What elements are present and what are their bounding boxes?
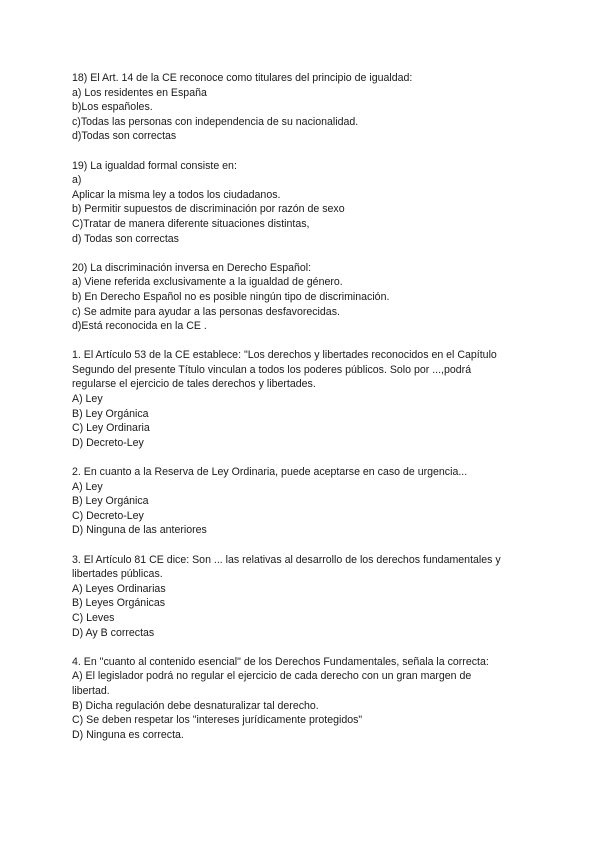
document-page xyxy=(72,71,540,757)
question-1 xyxy=(72,348,540,450)
question-18 xyxy=(72,71,540,144)
answer-option: D) Ninguna de las anteriores xyxy=(72,524,207,537)
answer-option: a) xyxy=(72,174,82,187)
answer-option: C) Decreto-Ley xyxy=(72,509,144,522)
answer-option: B) Ley Orgánica xyxy=(72,495,149,508)
answer-option: d)Todas son correctas xyxy=(72,130,177,143)
answer-option: C)Tratar de manera diferente situaciones distintas, xyxy=(72,217,310,230)
answer-option: D) Ay B correctas xyxy=(72,626,155,639)
answer-option: libertad. xyxy=(72,684,110,697)
answer-option: A) Ley xyxy=(72,480,103,493)
question-4 xyxy=(72,655,540,743)
answer-option: C) Leves xyxy=(72,611,115,624)
question-text: 2. En cuanto a la Reserva de Ley Ordinaria, puede aceptarse en caso de urgencia... xyxy=(72,466,468,479)
answer-option: a) Los residentes en España xyxy=(72,86,207,99)
answer-option: c)Todas las personas con independencia de su nacionalidad. xyxy=(72,115,359,128)
answer-option: A) Ley xyxy=(72,393,103,406)
answer-option: d) Todas son correctas xyxy=(72,232,179,245)
question-19 xyxy=(72,159,540,247)
answer-option: c) Se admite para ayudar a las personas desfavorecidas. xyxy=(72,305,340,318)
answer-option: d)Está reconocida en la CE . xyxy=(72,320,207,333)
answer-option: b)Los españoles. xyxy=(72,101,153,114)
question-text: Segundo del presente Título vinculan a todos los poderes públicos. Solo por ...,podrá xyxy=(72,363,472,376)
answer-option: B) Ley Orgánica xyxy=(72,407,149,420)
question-text: 3. El Artículo 81 CE dice: Son ... las relativas al desarrollo de los derechos fundamentales y xyxy=(72,553,501,566)
answer-option: A) El legislador podrá no regular el ejercicio de cada derecho con un gran margen de xyxy=(72,670,472,683)
question-text: 4. En "cuanto al contenido esencial" de los Derechos Fundamentales, señala la correcta: xyxy=(72,655,489,668)
answer-option: b) Permitir supuestos de discriminación por razón de sexo xyxy=(72,203,345,216)
answer-option: D) Decreto-Ley xyxy=(72,436,144,449)
answer-option: A) Leyes Ordinarias xyxy=(72,582,166,595)
question-text: 1. El Artículo 53 de la CE establece: "Los derechos y libertades reconocidos en el Capítulo xyxy=(72,349,497,362)
question-2 xyxy=(72,465,540,538)
question-text: 19) La igualdad formal consiste en: xyxy=(72,159,237,172)
question-20 xyxy=(72,261,540,334)
question-text: 20) La discriminación inversa en Derecho Español: xyxy=(72,261,312,274)
answer-option: C) Ley Ordinaria xyxy=(72,422,150,435)
question-text: libertades públicas. xyxy=(72,568,163,581)
answer-option: C) Se deben respetar los "intereses jurídicamente protegidos" xyxy=(72,714,363,727)
answer-option: a) Viene referida exclusivamente a la igualdad de género. xyxy=(72,276,343,289)
answer-option: B) Dicha regulación debe desnaturalizar tal derecho. xyxy=(72,699,319,712)
question-text: regularse el ejercicio de tales derechos y libertades. xyxy=(72,378,316,391)
answer-option: b) En Derecho Español no es posible ningún tipo de discriminación. xyxy=(72,290,390,303)
question-text: 18) El Art. 14 de la CE reconoce como titulares del principio de igualdad: xyxy=(72,72,413,84)
answer-option: B) Leyes Orgánicas xyxy=(72,597,166,610)
question-3 xyxy=(72,553,540,641)
answer-option: D) Ninguna es correcta. xyxy=(72,728,184,741)
answer-option: Aplicar la misma ley a todos los ciudadanos. xyxy=(72,188,281,201)
